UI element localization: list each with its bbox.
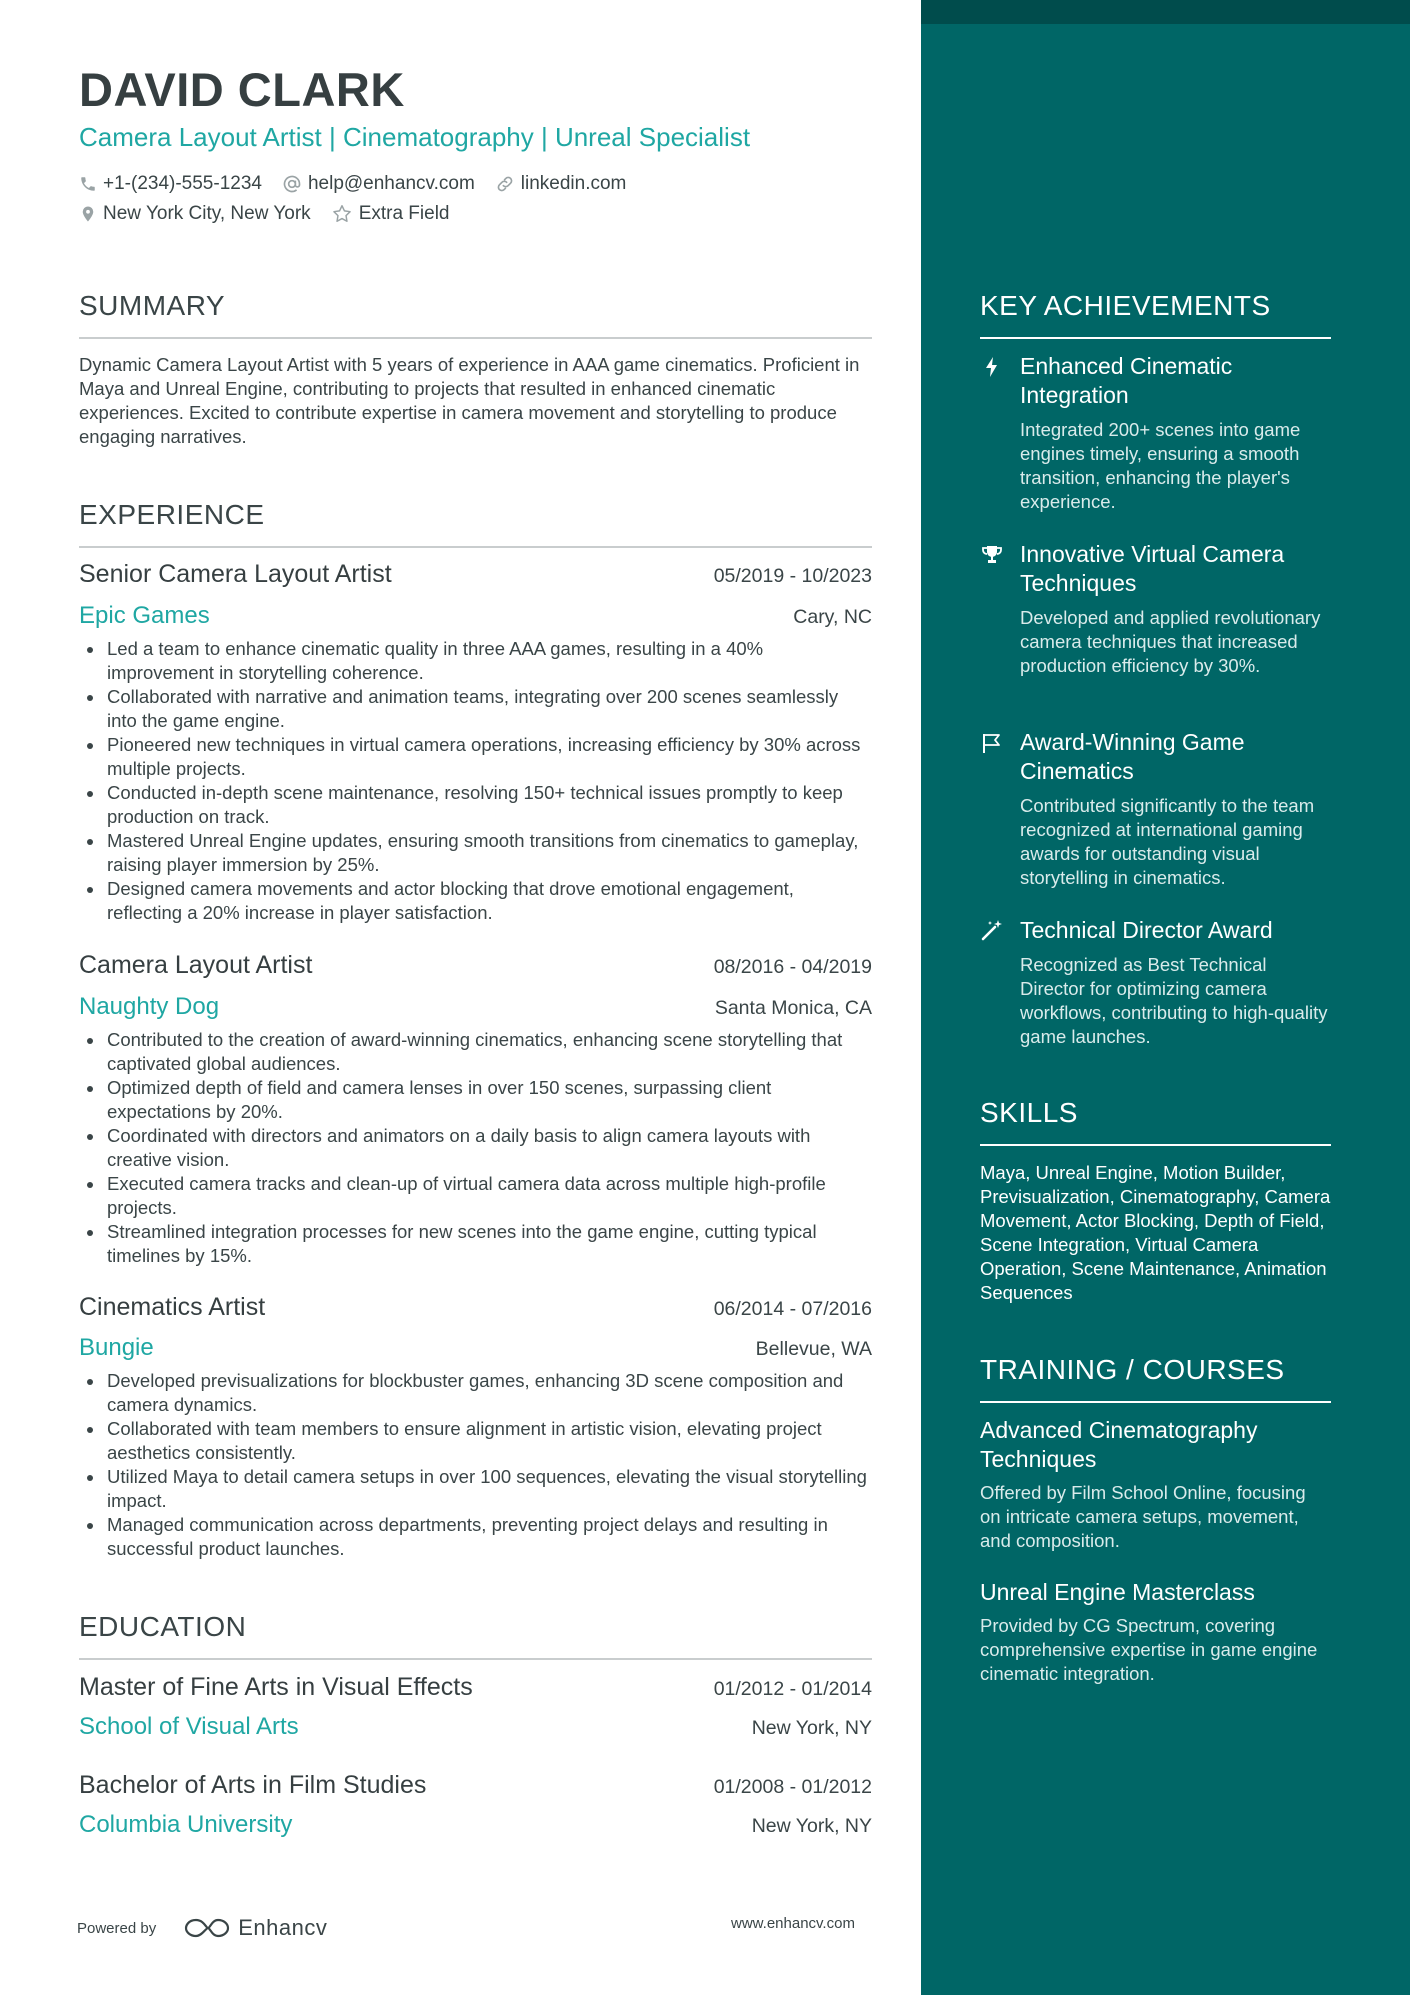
contact-extra — [331, 203, 450, 225]
skills-divider — [980, 1144, 1331, 1146]
location-pin-icon — [79, 204, 97, 224]
list-item: Led a team to enhance cinematic quality in three AAA games, resulting in a 40% improvement in storytelling coherence. — [107, 637, 872, 685]
job-3-bullets — [79, 1369, 872, 1561]
list-item: Conducted in-depth scene maintenance, resolving 150+ technical issues promptly to keep production on track. — [107, 781, 872, 829]
education-1-school-row — [79, 1713, 872, 1741]
contact-email[interactable] — [282, 173, 475, 195]
job-dates: 06/2014 - 07/2016 — [713, 1298, 872, 1320]
education-2-school-row — [79, 1811, 872, 1839]
location-text: New York City, New York — [103, 203, 311, 224]
list-item: Optimized depth of field and camera lenses in over 150 scenes, surpassing client expectations by 20%. — [107, 1076, 872, 1124]
job-company: Bungie — [79, 1334, 154, 1361]
link-icon — [495, 174, 515, 194]
enhancv-logo-icon — [184, 1916, 230, 1940]
job-3-company-row — [79, 1334, 872, 1362]
achievement-title: Award-Winning Game Cinematics — [1020, 729, 1245, 784]
bolt-icon — [980, 355, 1004, 379]
summary-divider — [79, 337, 872, 339]
powered-by — [77, 1915, 327, 1941]
contact-row-1 — [79, 173, 646, 195]
course-text: Provided by CG Spectrum, covering comprehensive expertise in game engine cinematic integration. — [980, 1615, 1318, 1684]
list-item: Utilized Maya to detail camera setups in over 100 sequences, elevating the visual storytelling impact. — [107, 1465, 872, 1513]
job-1-header — [79, 560, 872, 589]
education-dates: 01/2012 - 01/2014 — [713, 1678, 872, 1700]
star-icon — [331, 203, 353, 225]
achievement-text: Contributed significantly to the team recognized at international gaming awards for outstanding visual storytelling in cinematics. — [1020, 795, 1315, 888]
list-item: Managed communication across departments, preventing project delays and resulting in successful product launches. — [107, 1513, 872, 1561]
candidate-name: DAVID CLARK — [79, 63, 405, 116]
school-location: New York, NY — [751, 1815, 872, 1837]
extra-field-text: Extra Field — [358, 203, 450, 224]
school-name: Columbia University — [79, 1811, 293, 1838]
job-2-company-row — [79, 993, 872, 1021]
achievement-text: Integrated 200+ scenes into game engines timely, ensuring a smooth transition, enhancing the player's experience. — [1020, 419, 1301, 512]
achievement-title: Enhanced Cinematic Integration — [1020, 353, 1233, 408]
list-item: Mastered Unreal Engine updates, ensuring smooth transitions from cinematics to gameplay, raising player immersion by 25%. — [107, 829, 872, 877]
job-2-header — [79, 951, 872, 980]
enhancv-brand[interactable]: Enhancv — [238, 1915, 328, 1940]
degree-title: Master of Fine Arts in Visual Effects — [79, 1673, 473, 1701]
school-name: School of Visual Arts — [79, 1713, 299, 1740]
job-1-company-row — [79, 602, 872, 630]
trophy-icon — [980, 543, 1004, 567]
achievements-heading: KEY ACHIEVEMENTS — [980, 290, 1271, 321]
achievements-divider — [980, 337, 1331, 339]
list-item: Coordinated with directors and animators on a daily basis to align camera layouts with creative vision. — [107, 1124, 872, 1172]
job-dates: 08/2016 - 04/2019 — [713, 956, 872, 978]
education-heading: EDUCATION — [79, 1611, 247, 1642]
degree-title: Bachelor of Arts in Film Studies — [79, 1771, 427, 1799]
footer-url-container — [731, 1915, 855, 1932]
summary-heading: SUMMARY — [79, 290, 226, 321]
summary-text: Dynamic Camera Layout Artist with 5 years of experience in AAA game cinematics. Proficient in Maya and Unreal Engine, contributing to projects that resulted in enhanced cinematic experiences. Excited to contribute expertise in camera movement and storytelling to produce engaging narratives. — [79, 354, 860, 447]
education-1-header — [79, 1673, 872, 1702]
list-item: Developed previsualizations for blockbuster games, enhancing 3D scene composition and camera dynamics. — [107, 1369, 872, 1417]
phone-icon — [79, 175, 97, 193]
job-1-bullets — [79, 637, 872, 925]
sidebar-top-band — [921, 0, 1410, 24]
job-2-bullets — [79, 1028, 872, 1268]
list-item: Pioneered new techniques in virtual camera operations, increasing efficiency by 30% across multiple projects. — [107, 733, 872, 781]
course-title: Unreal Engine Masterclass — [980, 1579, 1255, 1605]
job-dates: 05/2019 - 10/2023 — [713, 565, 872, 587]
job-title: Senior Camera Layout Artist — [79, 560, 392, 588]
education-dates: 01/2008 - 01/2012 — [713, 1776, 872, 1798]
achievement-title: Technical Director Award — [1020, 917, 1273, 943]
achievement-text: Developed and applied revolutionary camera techniques that increased production efficiency by 30%. — [1020, 607, 1321, 676]
training-heading: TRAINING / COURSES — [980, 1354, 1285, 1385]
at-icon — [282, 174, 302, 194]
experience-divider — [79, 546, 872, 548]
skills-text: Maya, Unreal Engine, Motion Builder, Previsualization, Cinematography, Camera Movement, Actor Blocking, Depth of Field, Scene Integration, Virtual Camera Operation, Scene Maintenance, Animation Sequences — [980, 1162, 1331, 1303]
list-item: Designed camera movements and actor blocking that drove emotional engagement, reflecting a 20% increase in player satisfaction. — [107, 877, 872, 925]
contact-row-2 — [79, 203, 470, 225]
candidate-headline: Camera Layout Artist | Cinematography | Unreal Specialist — [79, 122, 751, 152]
course-title: Advanced Cinematography Techniques — [980, 1417, 1258, 1472]
job-company: Naughty Dog — [79, 993, 220, 1020]
list-item: Collaborated with team members to ensure alignment in artistic vision, elevating project aesthetics consistently. — [107, 1417, 872, 1465]
footer-url[interactable]: www.enhancv.com — [731, 1915, 855, 1932]
training-divider — [980, 1401, 1331, 1403]
skills-heading: SKILLS — [980, 1097, 1078, 1128]
job-location: Bellevue, WA — [755, 1338, 872, 1360]
contact-phone[interactable] — [79, 173, 262, 195]
school-location: New York, NY — [751, 1717, 872, 1739]
magic-wand-icon — [980, 918, 1004, 942]
job-3-header — [79, 1293, 872, 1322]
job-title: Camera Layout Artist — [79, 951, 313, 979]
powered-by-label: Powered by — [77, 1919, 157, 1937]
contact-location — [79, 203, 311, 225]
education-2-header — [79, 1771, 872, 1800]
education-divider — [79, 1658, 872, 1660]
job-title: Cinematics Artist — [79, 1293, 266, 1321]
achievement-title: Innovative Virtual Camera Techniques — [1020, 541, 1285, 596]
website-text: linkedin.com — [520, 173, 627, 194]
list-item: Streamlined integration processes for new scenes into the game engine, cutting typical timelines by 15%. — [107, 1220, 872, 1268]
list-item: Executed camera tracks and clean-up of virtual camera data across multiple high-profile projects. — [107, 1172, 872, 1220]
job-company: Epic Games — [79, 602, 210, 629]
list-item: Contributed to the creation of award-winning cinematics, enhancing scene storytelling that captivated global audiences. — [107, 1028, 872, 1076]
job-location: Santa Monica, CA — [714, 997, 872, 1019]
job-location: Cary, NC — [793, 606, 872, 628]
contact-website[interactable] — [495, 173, 627, 195]
phone-text: +1-(234)-555-1234 — [103, 173, 262, 194]
achievement-text: Recognized as Best Technical Director for optimizing camera workflows, contributing to high-quality game launches. — [1020, 954, 1328, 1047]
list-item: Collaborated with narrative and animation teams, integrating over 200 scenes seamlessly into the game engine. — [107, 685, 872, 733]
email-text: help@enhancv.com — [307, 173, 475, 194]
course-text: Offered by Film School Online, focusing on intricate camera setups, movement, and composition. — [980, 1482, 1306, 1551]
flag-icon — [980, 731, 1004, 755]
experience-heading: EXPERIENCE — [79, 499, 265, 530]
